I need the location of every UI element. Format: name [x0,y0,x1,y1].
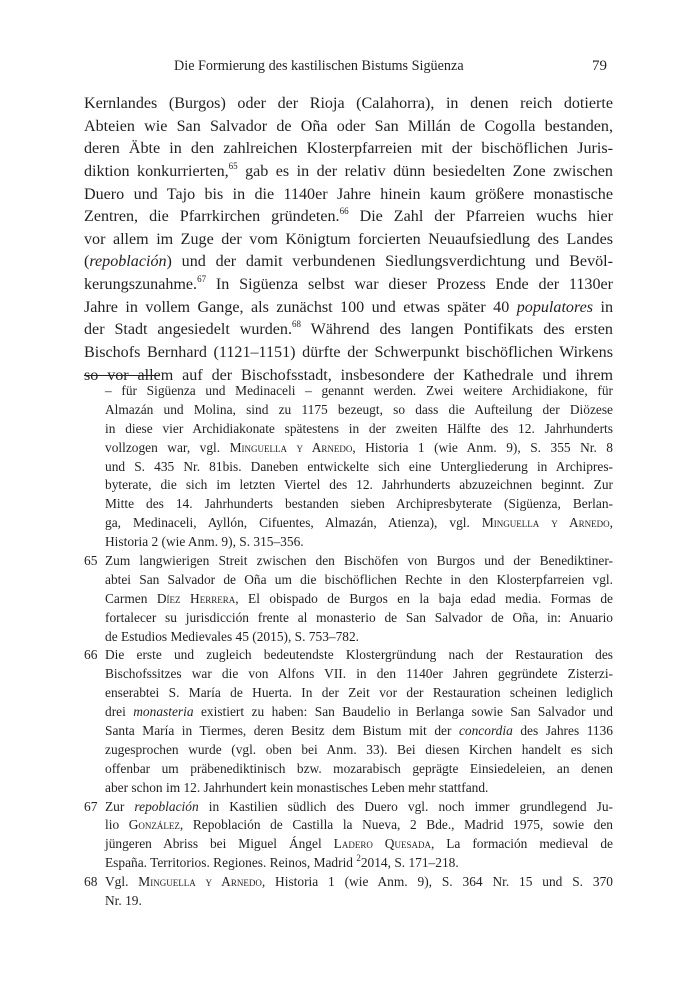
footnote-line: lio González, Repoblación de Castilla la Nueva, 2 Bde., Madrid 1975, sowie den [105,817,613,833]
text-line: so vor allem auf der Bischofsstadt, insbesondere der Kathedrale und ihrem [84,366,613,384]
italic-term: repoblación [89,253,167,271]
italic-term: monasteria [133,704,194,720]
text-line: (repoblación) und der damit verbundenen Siedlungsverdichtung und Bevöl- [84,253,613,271]
footnote-line: enserabtei S. María de Huerta. In der Zeit vor der Restauration scheinen lediglich [105,685,613,701]
footnote-line: zugesprochen wurde (vgl. oben bei Anm. 33). Bei diesen Kirchen handelt es sich [105,741,613,757]
main-text [84,93,613,387]
footnote-line: – für Sigüenza und Medinaceli – genannt werden. Zwei weitere Archidiakone, für [105,383,613,398]
author-name: Minguella y Arnedo [481,515,610,531]
footnote-line: Zur repoblación in Kastilien südlich des Duero vgl. noch immer grundlegend Ju- [105,798,613,814]
footnote-reference: 2 [356,852,361,863]
footnote [84,552,613,646]
author-name: González [128,817,180,833]
footnote [84,873,613,911]
footnote-line: und S. 435 Nr. 81bis. Daneben entwickelte sich eine Untergliederung in Archipres- [105,458,613,474]
author-name: Minguella y Arnedo [138,874,262,890]
footnote-line: in diese vier Archidiakonate spätestens in der zweiten Hälfte des 12. Jahrhunderts [105,420,613,436]
footnote-reference: 65 [228,160,238,171]
footnote-number: 65 [84,553,98,569]
running-head [84,58,613,78]
footnote-line: Mitte des 14. Jahrhunderts bestanden sieben Archipresbyterate (Sigüenza, Berlan- [105,496,613,512]
footnote-line: Die erste und zugleich bedeutendste Klostergründung nach der Restauration des [105,647,613,663]
footnote-line: Santa María in Tiermes, deren Besitz dem Bistum mit der concordia des Jahres 1136 [105,723,613,739]
italic-term: concordia [458,723,513,739]
footnote-line: drei monasteria existiert zu haben: San Baudelio in Berlanga sowie San Salvador und [105,704,613,720]
footnote-line: byterate, die sich im letzten Viertel des 12. Jahrhunderts abzuzeichnen beginnt. Zur [105,477,613,493]
footnote-line: offenbar um präbenediktinisch bzw. mozarabisch geprägte Einsiedeleien, an denen [105,760,613,776]
running-title: Die Formierung des kastilischen Bistums Sigüenza [174,58,464,74]
text-line: Zentren, die Pfarrkirchen gründeten.$^{66}$ Die Zahl der Pfarreien wuchs hier [84,205,613,226]
footnote-line: Vgl. Minguella y Arnedo, Historia 1 (wie Anm. 9), S. 364 Nr. 15 und S. 370 [105,874,613,890]
italic-term: populatores [516,298,594,316]
footnote-line: de Estudios Medievales 45 (2015), S. 753–782. [105,628,360,644]
footnote-line: España. Territorios. Regiones. Reinos, Madrid $^2$2014, S. 171–218. [105,852,459,871]
footnote-line: jüngeren Abriss bei Miguel Ángel Ladero Quesada, La formación medieval de [105,836,613,852]
text-line: Abteien wie San Salvador de Oña oder San Millán de Cogolla bestanden, [84,117,613,135]
footnote-line: fortalecer su jurisdicción frente al monasterio de San Salvador de Oña, in: Anuario [105,609,613,625]
text-line: vor allem im Zuge der vom Königtum forcierten Neuaufsiedlung des Landes [84,230,613,248]
text-line: diktion konkurrierten,$^{65}$ gab es in der relativ dünn besiedelten Zone zwischen [84,160,613,180]
author-name: Díez Herrera [156,590,236,606]
footnote-reference: 67 [197,273,207,284]
footnote-line: ga, Medinaceli, Ayllón, Cifuentes, Almazán, Atienza), vgl. Minguella y Arnedo, [105,515,613,531]
footnotes [84,382,613,911]
footnote-line: vollzogen war, vgl. Minguella y Arnedo, Historia 1 (wie Anm. 9), S. 355 Nr. 8 [105,439,613,455]
footnote-line: Almazán und Molina, sind zu 1175 bezeugt, so dass die Aufteilung der Diözese [105,401,613,417]
footnote [84,646,613,797]
text-line: Bischofs Bernhard (1121–1151) dürfte der Schwerpunkt bischöflichen Wirkens [84,344,613,362]
footnote-line: Historia 2 (wie Anm. 9), S. 315–356. [105,534,304,550]
text-line: der Stadt angesiedelt wurden.$^{68}$ Während des langen Pontifikats des ersten [84,319,613,339]
footnote-number: 68 [84,874,98,890]
text-line: deren Äbte in den zahlreichen Klosterpfarreien mit der bischöflichen Juris- [84,140,613,158]
text-line: kerungszunahme.$^{67}$ In Sigüenza selbst war dieser Prozess Ende der 1130er [84,273,613,294]
footnote-reference: 66 [339,205,349,216]
page-number: 79 [592,58,607,74]
footnote-number: 67 [84,798,98,814]
footnote-number: 66 [84,647,98,663]
footnote-reference: 68 [291,319,301,330]
text-line: Jahre in vollem Gange, als zunächst 100 und etwas später 40 populatores in [84,298,613,316]
text-line: Kernlandes (Burgos) oder der Rioja (Calahorra), in denen reich dotierte [84,95,613,112]
footnote-line: Nr. 19. [105,893,142,909]
italic-term: repoblación [134,798,199,814]
footnote [84,382,613,552]
footnote-line: Zum langwierigen Streit zwischen den Bischöfen von Burgos und der Benediktiner- [105,553,613,569]
text-line: Duero und Tajo bis in die 1140er Jahre hinein kaum größere monastische [84,185,613,203]
footnote-line: Bischofssitzes war die von Alfons VII. in den 1140er Jahren gegründete Zisterzi- [105,666,613,682]
footnote-line: Carmen Díez Herrera, El obispado de Burgos en la baja edad media. Formas de [105,590,613,606]
author-name: Ladero Quesada [333,836,431,852]
footnote-separator [84,375,160,376]
footnote-line: abtei San Salvador de Oña um die bischöflichen Rechte in den Klosterpfarreien vgl. [105,571,613,587]
footnote-line: aber schon im 12. Jahrhundert kein monastisches Leben mehr stattfand. [105,779,489,795]
author-name: Minguella y Arnedo [229,439,353,455]
footnote [84,798,613,874]
